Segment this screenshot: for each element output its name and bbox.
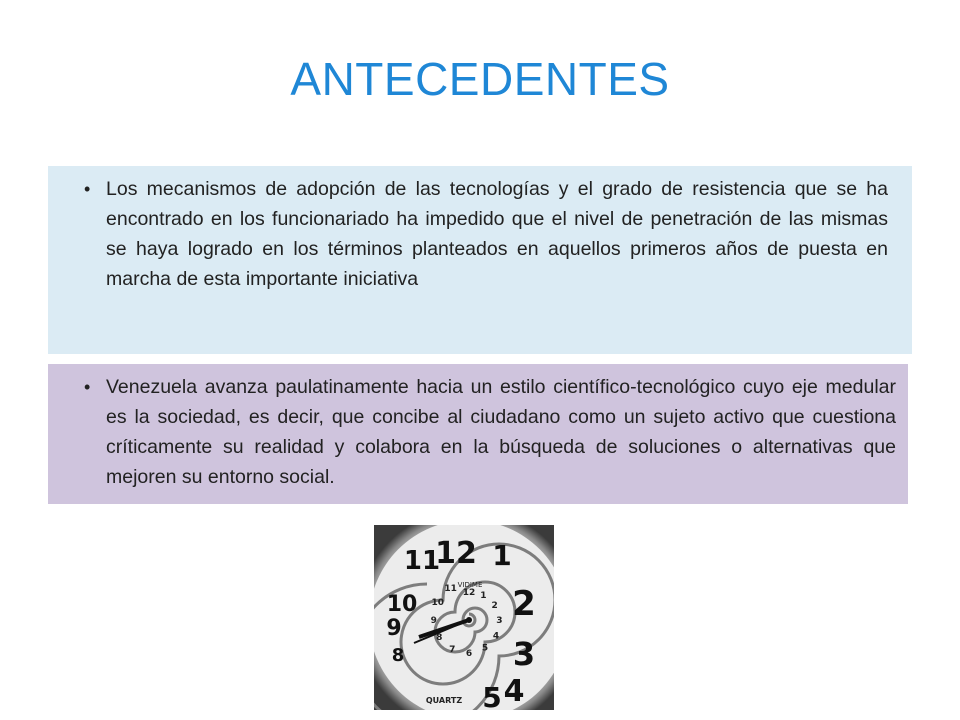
clock-inner-numeral: 3 <box>496 616 503 626</box>
clock-inner-numeral: 4 <box>492 631 500 642</box>
bullet-text: Venezuela avanza paulatinamente hacia un estilo científico-tecnológico cuyo eje medular es la sociedad, es decir, que concibe al ciudadano como un sujeto activo que cuestiona críticamente su realidad y colabora en la búsqueda de soluciones o alternativas que mejoren su entorno social. <box>106 376 896 488</box>
bullet-marker: • <box>84 179 91 199</box>
clock-inner-numeral: 8 <box>436 633 443 644</box>
clock-inner-numeral: 12 <box>462 588 476 598</box>
spiral-clock-image <box>374 525 554 710</box>
bullet-box-adoption <box>48 166 912 354</box>
clock-inner-numeral: 5 <box>481 643 489 654</box>
clock-outer-numeral: 1 <box>492 539 512 572</box>
clock-outer-numeral: 10 <box>386 592 418 617</box>
clock-inner-numeral: 11 <box>444 584 457 595</box>
clock-inner-numeral: 1 <box>480 591 487 602</box>
clock-brand-bottom: QUARTZ <box>425 696 463 705</box>
clock-outer-numeral: 12 <box>435 536 477 571</box>
bullet-marker: • <box>84 377 91 397</box>
clock-outer-numeral: 2 <box>512 584 536 624</box>
bullet-text: Los mecanismos de adopción de las tecnologías y el grado de resistencia que se ha encontrado en los funcionariado ha impedido que el nivel de penetración de las mismas se haya logrado en los términos planteados en aquellos primeros años de puesta en marcha de esta importante iniciativa <box>106 178 888 290</box>
slide-title: ANTECEDENTES <box>290 53 670 105</box>
clock-inner-numeral: 9 <box>430 616 437 626</box>
clock-illustration <box>374 525 554 710</box>
clock-outer-numeral: 3 <box>512 635 536 673</box>
clock-inner-numeral: 10 <box>431 598 445 608</box>
clock-inner-numeral: 7 <box>449 645 456 656</box>
clock-brand-top: VIDIME <box>457 581 483 589</box>
clock-outer-numeral: 11 <box>403 546 441 576</box>
clock-inner-numeral: 6 <box>465 648 473 659</box>
clock-outer-numeral: 9 <box>386 616 402 641</box>
clock-outer-numeral: 5 <box>482 681 502 710</box>
bullet-item <box>84 174 888 294</box>
clock-outer-numeral: 4 <box>503 674 525 709</box>
clock-outer-numeral: 8 <box>391 645 405 666</box>
clock-inner-numeral: 2 <box>491 601 498 612</box>
bullet-item <box>84 372 896 492</box>
bullet-box-venezuela <box>48 364 908 504</box>
